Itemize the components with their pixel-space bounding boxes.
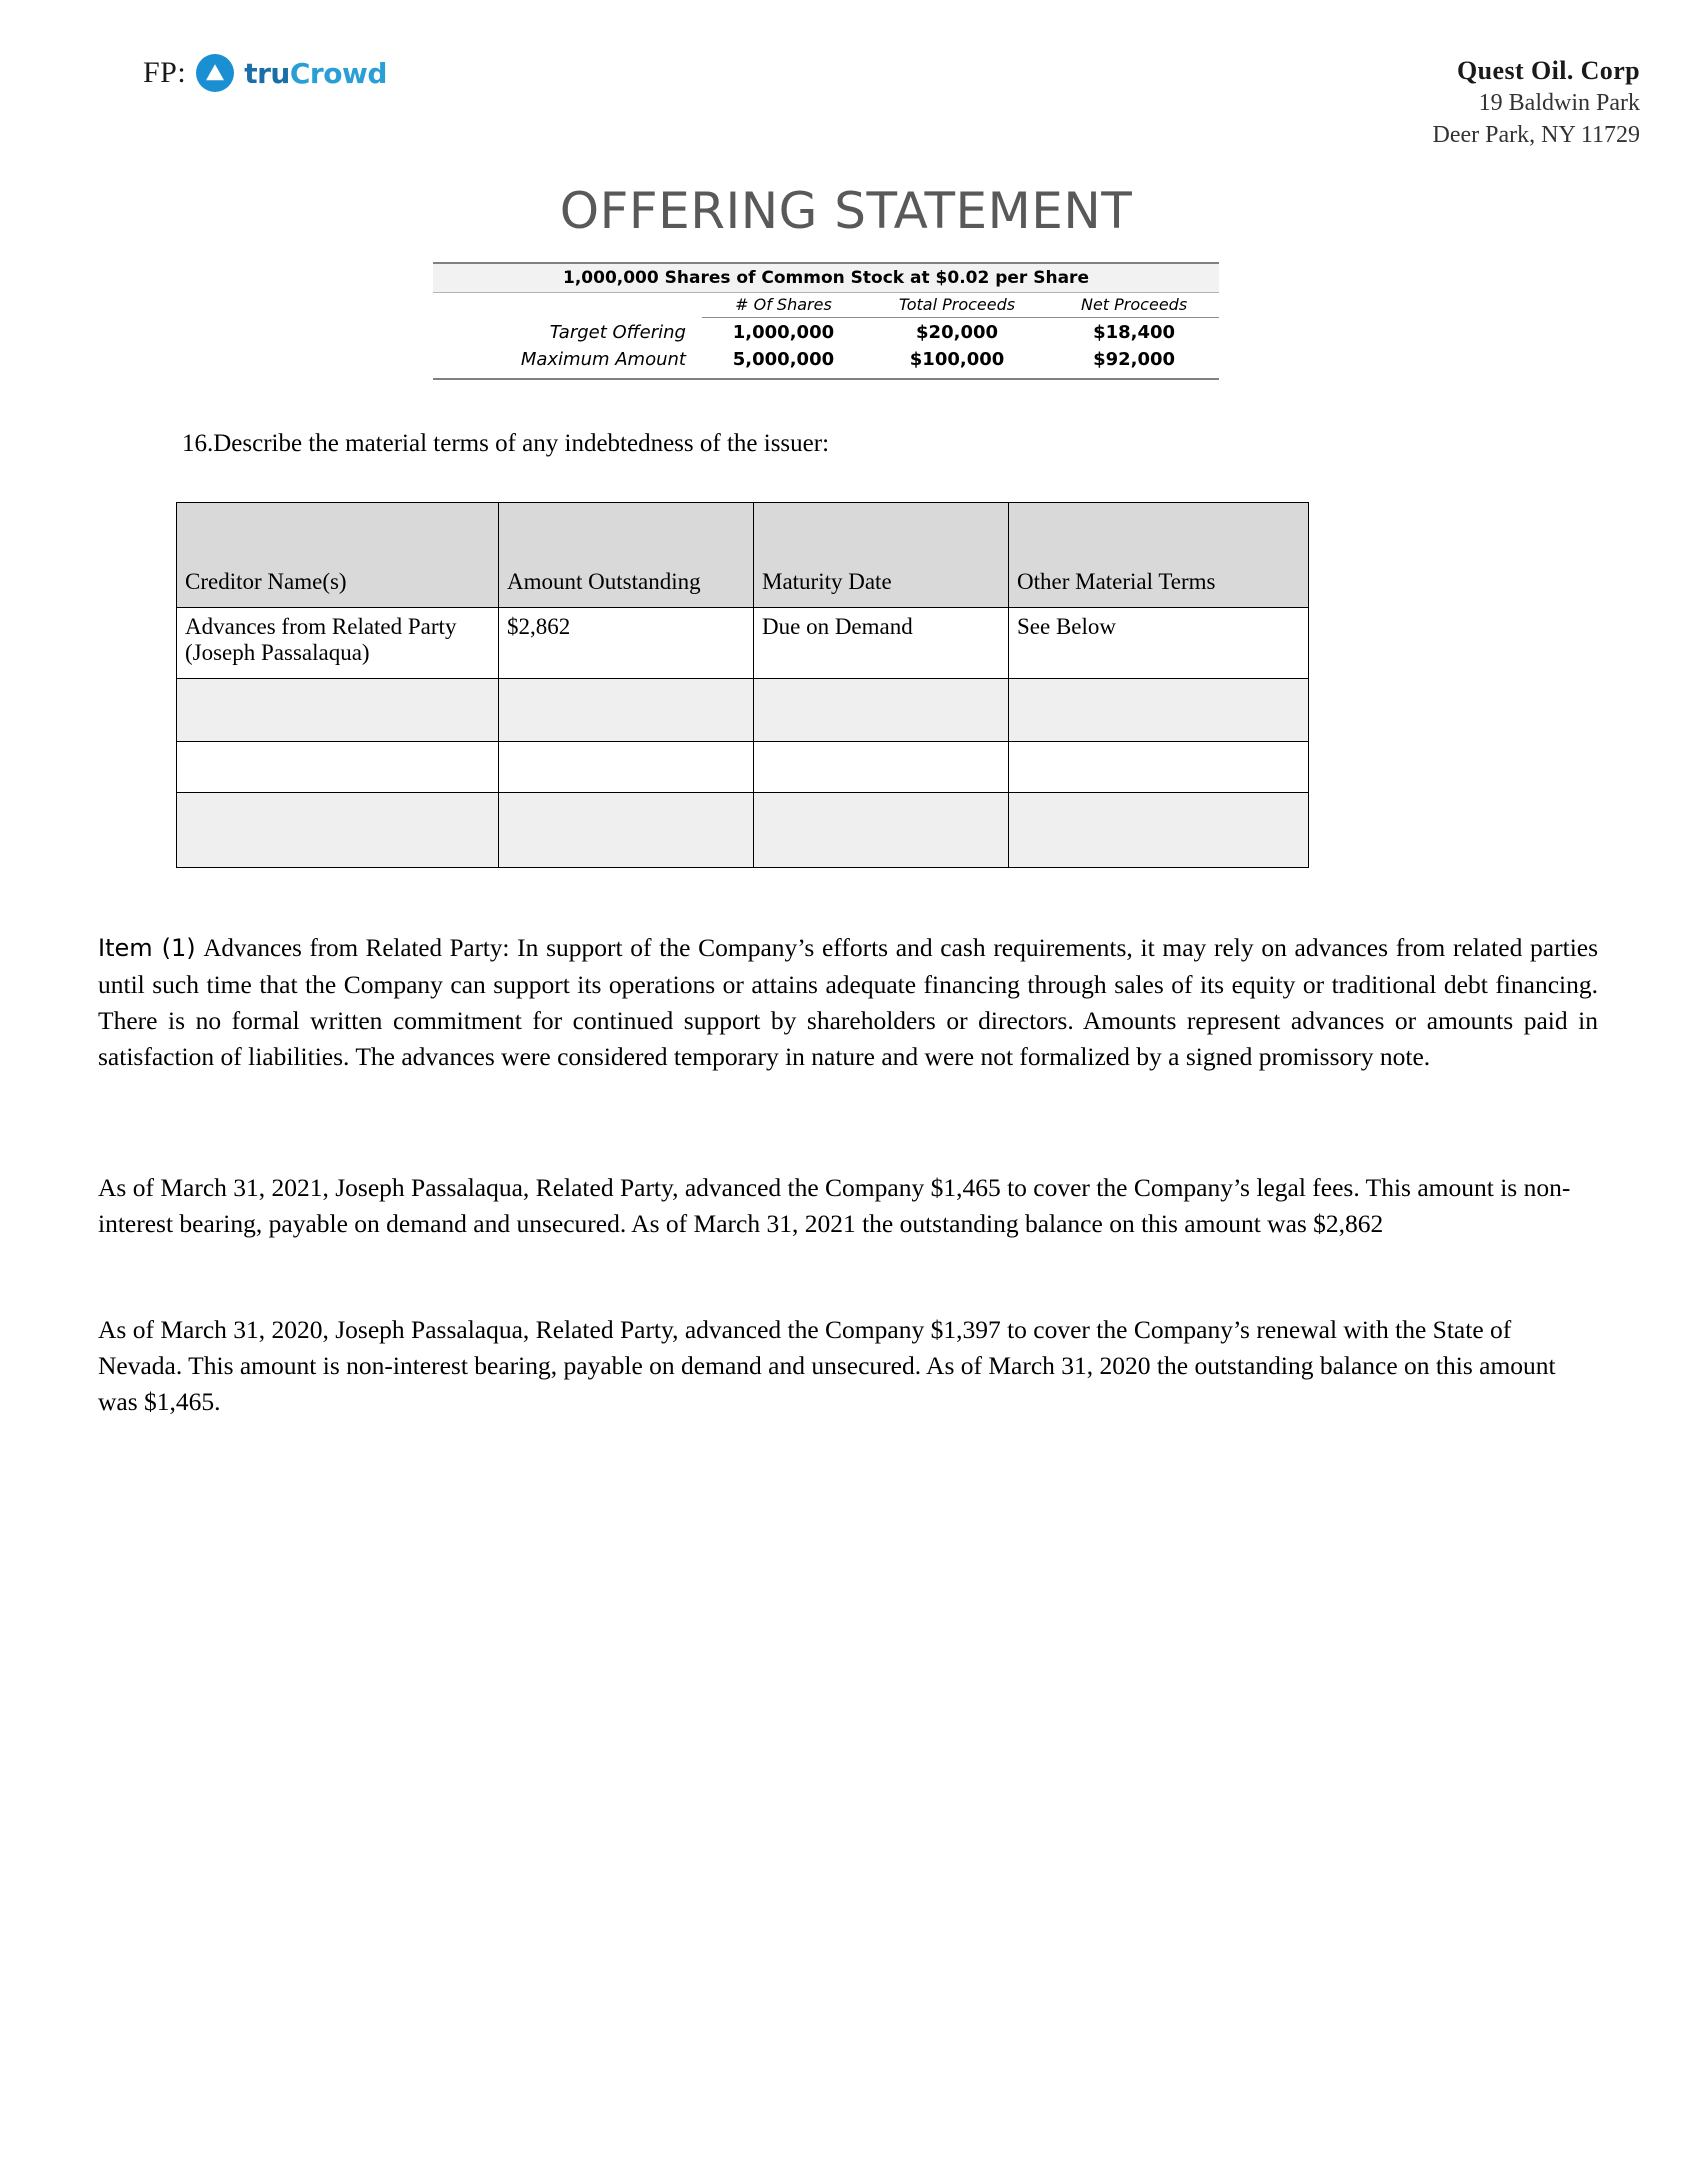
offering-row-maximum-net: $92,000 <box>1093 349 1176 370</box>
offering-row-target <box>433 318 1219 346</box>
brand-name-part2: Crowd <box>289 56 387 90</box>
document-header <box>0 28 1692 148</box>
question-16: 16.Describe the material terms of any indebtedness of the issuer: <box>182 430 830 457</box>
cell-other-material-terms <box>1009 679 1309 742</box>
header-amount-outstanding: Amount Outstanding <box>499 503 754 608</box>
offering-summary-table <box>433 262 1219 380</box>
table-row <box>177 608 1309 679</box>
issuer-block <box>1240 56 1640 150</box>
indebtedness-table <box>176 502 1309 868</box>
brand-name-part1: tru <box>244 56 290 90</box>
header-maturity-date: Maturity Date <box>754 503 1009 608</box>
offering-row-maximum-shares: 5,000,000 <box>732 349 835 370</box>
cell-other-material-terms: See Below <box>1009 608 1309 679</box>
cell-creditor-name <box>177 742 499 793</box>
offering-row-target-total: $20,000 <box>916 322 999 343</box>
offering-col-blank <box>433 293 702 318</box>
offering-headline: 1,000,000 Shares of Common Stock at $0.02 per Share <box>433 263 1219 293</box>
page-title: OFFERING STATEMENT <box>559 182 1133 240</box>
cell-maturity-date <box>754 793 1009 868</box>
offering-col-shares: # Of Shares <box>702 293 865 318</box>
cell-amount-outstanding <box>499 742 754 793</box>
offering-row-target-label: Target Offering <box>549 321 686 343</box>
offering-row-target-shares: 1,000,000 <box>732 322 835 343</box>
cell-creditor-name: Advances from Related Party (Joseph Passalaqua) <box>177 608 499 679</box>
trucrowd-logo-icon <box>196 54 234 92</box>
table-row <box>177 742 1309 793</box>
cell-maturity-date <box>754 742 1009 793</box>
brand-logo <box>143 54 387 92</box>
cell-amount-outstanding <box>499 793 754 868</box>
issuer-name: Quest Oil. Corp <box>1457 56 1640 85</box>
paragraph-item-1 <box>98 930 1598 1075</box>
table-row <box>177 679 1309 742</box>
offering-col-net: Net Proceeds <box>1049 293 1219 318</box>
issuer-address-line-1: 19 Baldwin Park <box>1478 90 1640 116</box>
item-body-text: : In support of the Company’s efforts and cash requirements, it may rely on advances from related parties until such time that the Company can support its operations or attains adequate financing through sales of its equity or traditional debt financing. There is no formal written commitment for continued support by shareholders or directors. Amounts represent advances or amounts paid in satisfaction of liabilities. The advances were considered temporary in nature and were not formalized by a signed promissory note. <box>98 933 1599 1071</box>
offering-row-maximum-label: Maximum Amount <box>520 349 686 370</box>
cell-amount-outstanding: $2,862 <box>499 608 754 679</box>
table-row <box>177 793 1309 868</box>
cell-amount-outstanding <box>499 679 754 742</box>
cell-other-material-terms <box>1009 742 1309 793</box>
offering-col-total: Total Proceeds <box>865 293 1049 318</box>
header-other-material-terms: Other Material Terms <box>1009 503 1309 608</box>
paragraph-2021-advance: As of March 31, 2021, Joseph Passalaqua, Related Party, advanced the Company $1,465 to cover the Company’s legal fees. This amount is non-interest bearing, payable on demand and unsecured. As of March 31, 2021 the outstanding balance on this amount was $2,862 <box>98 1173 1571 1239</box>
header-creditor-name: Creditor Name(s) <box>177 503 499 608</box>
cell-other-material-terms <box>1009 793 1309 868</box>
cell-maturity-date <box>754 679 1009 742</box>
offering-row-target-net: $18,400 <box>1093 322 1176 343</box>
offering-column-headers <box>433 293 1219 318</box>
cell-creditor-name <box>177 679 499 742</box>
offering-row-maximum-total: $100,000 <box>909 349 1005 370</box>
cell-maturity-date: Due on Demand <box>754 608 1009 679</box>
paragraph-2020-advance: As of March 31, 2020, Joseph Passalaqua, Related Party, advanced the Company $1,397 to cover the Company’s renewal with the State of Nevada. This amount is non-interest bearing, payable on demand and unsecured. As of March 31, 2020 the outstanding balance on this amount was $1,465. <box>98 1315 1556 1417</box>
table-header-row <box>177 503 1309 608</box>
offering-bottom-rule <box>433 372 1219 379</box>
brand-name <box>244 57 387 90</box>
cell-creditor-name <box>177 793 499 868</box>
item-subtitle: Advances from Related Party <box>203 935 503 962</box>
offering-row-maximum <box>433 345 1219 372</box>
issuer-address-line-2: Deer Park, NY 11729 <box>1432 122 1640 148</box>
offering-bottom-rule-cell <box>433 372 1219 379</box>
item-label: Item (1) <box>98 934 196 962</box>
offering-headline-row <box>433 263 1219 293</box>
brand-prefix: FP: <box>143 56 187 89</box>
